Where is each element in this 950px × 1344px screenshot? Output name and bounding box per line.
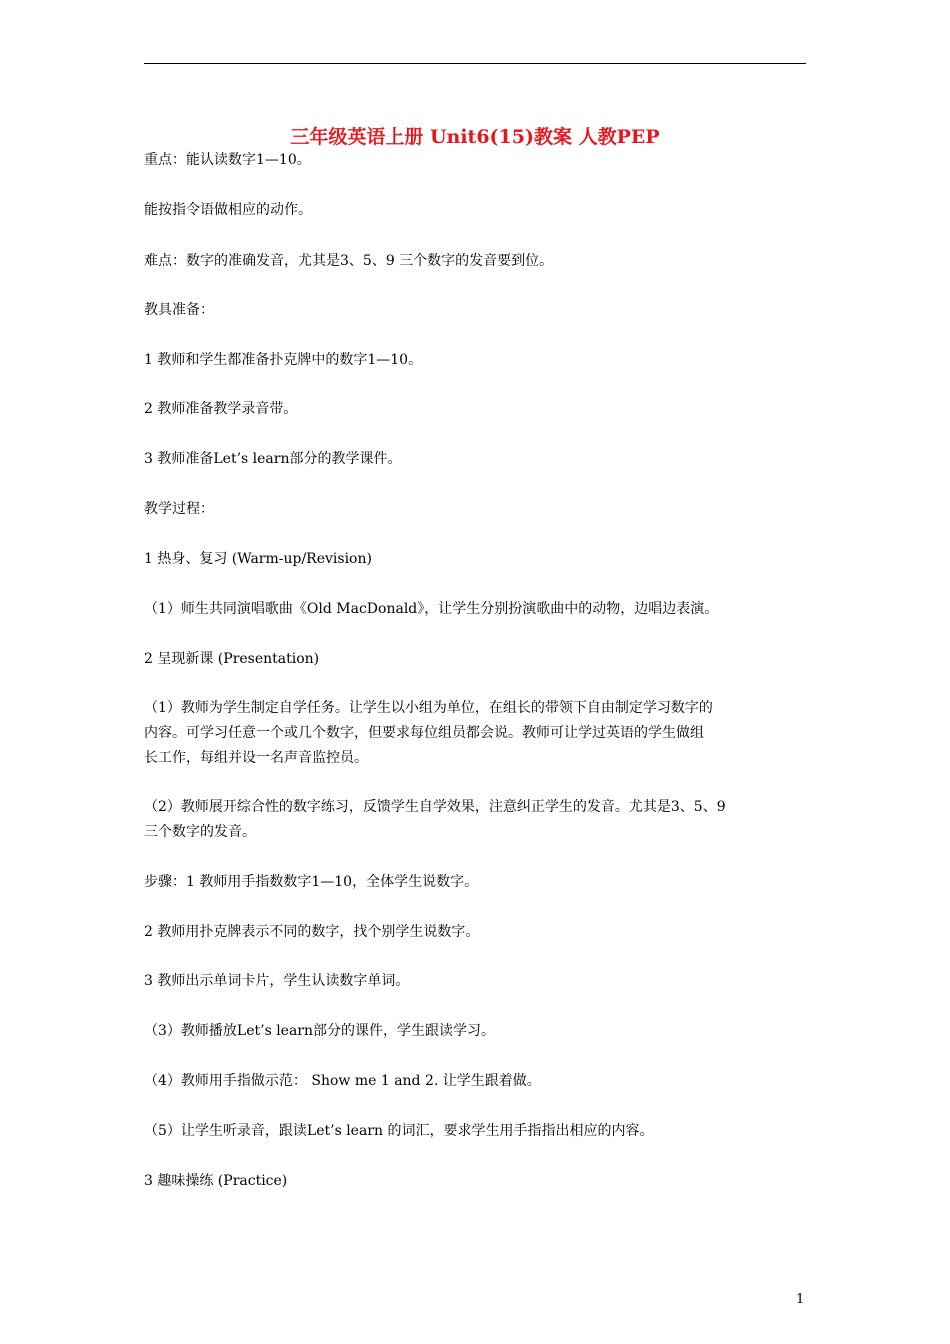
line-material-1: 1 教师和学生都准备扑克牌中的数字1—10。 [144,352,423,368]
page-number: 1 [796,1292,805,1307]
line-warmup-heading: 1 热身、复习 (Warm-up/Revision) [144,551,372,567]
line-presentation-1c: 长工作，每组并设一名声音监控员。 [144,750,368,766]
line-warmup-1: （1）师生共同演唱歌曲《Old MacDonald》，让学生分别扮演歌曲中的动物，边唱边表演。 [144,601,719,617]
line-material-3: 3 教师准备Let’s learn部分的教学课件。 [144,451,402,467]
line-steps-1: 步骤：1 教师用手指数数字1—10，全体学生说数字。 [144,874,479,890]
line-presentation-4: （4）教师用手指做示范： Show me 1 and 2. 让学生跟着做。 [144,1073,541,1089]
line-presentation-heading: 2 呈现新课 (Presentation) [144,651,320,667]
line-practice-heading: 3 趣味操练 (Practice) [144,1173,288,1189]
line-presentation-5: （5）让学生听录音，跟读Let’s learn 的词汇，要求学生用手指指出相应的内容。 [144,1123,654,1139]
line-focus: 重点：能认读数字1—10。 [144,152,311,168]
line-difficulty: 难点：数字的准确发音，尤其是3、5、9 三个数字的发音要到位。 [144,253,554,269]
line-steps-2: 2 教师用扑克牌表示不同的数字，找个别学生说数字。 [144,924,480,940]
document-title: 三年级英语上册 Unit6(15)教案 人教PEP [290,126,660,148]
line-presentation-1a: （1）教师为学生制定自学任务。让学生以小组为单位，在组长的带领下自由制定学习数字的 [144,700,713,716]
line-presentation-2a: （2）教师展开综合性的数字练习，反馈学生自学效果，注意纠正学生的发音。尤其是3、5、9 [144,799,726,815]
line-process-heading: 教学过程： [144,501,214,517]
line-steps-3: 3 教师出示单词卡片，学生认读数字单词。 [144,973,410,989]
line-presentation-3: （3）教师播放Let’s learn部分的课件，学生跟读学习。 [144,1023,496,1039]
header-rule [144,63,806,64]
line-presentation-2b: 三个数字的发音。 [144,824,256,840]
line-materials-heading: 教具准备： [144,302,214,318]
line-material-2: 2 教师准备教学录音带。 [144,401,298,417]
line-focus-2: 能按指令语做相应的动作。 [144,202,312,218]
line-presentation-1b: 内容。可学习任意一个或几个数字，但要求每位组员都会说。教师可让学过英语的学生做组 [144,725,704,741]
